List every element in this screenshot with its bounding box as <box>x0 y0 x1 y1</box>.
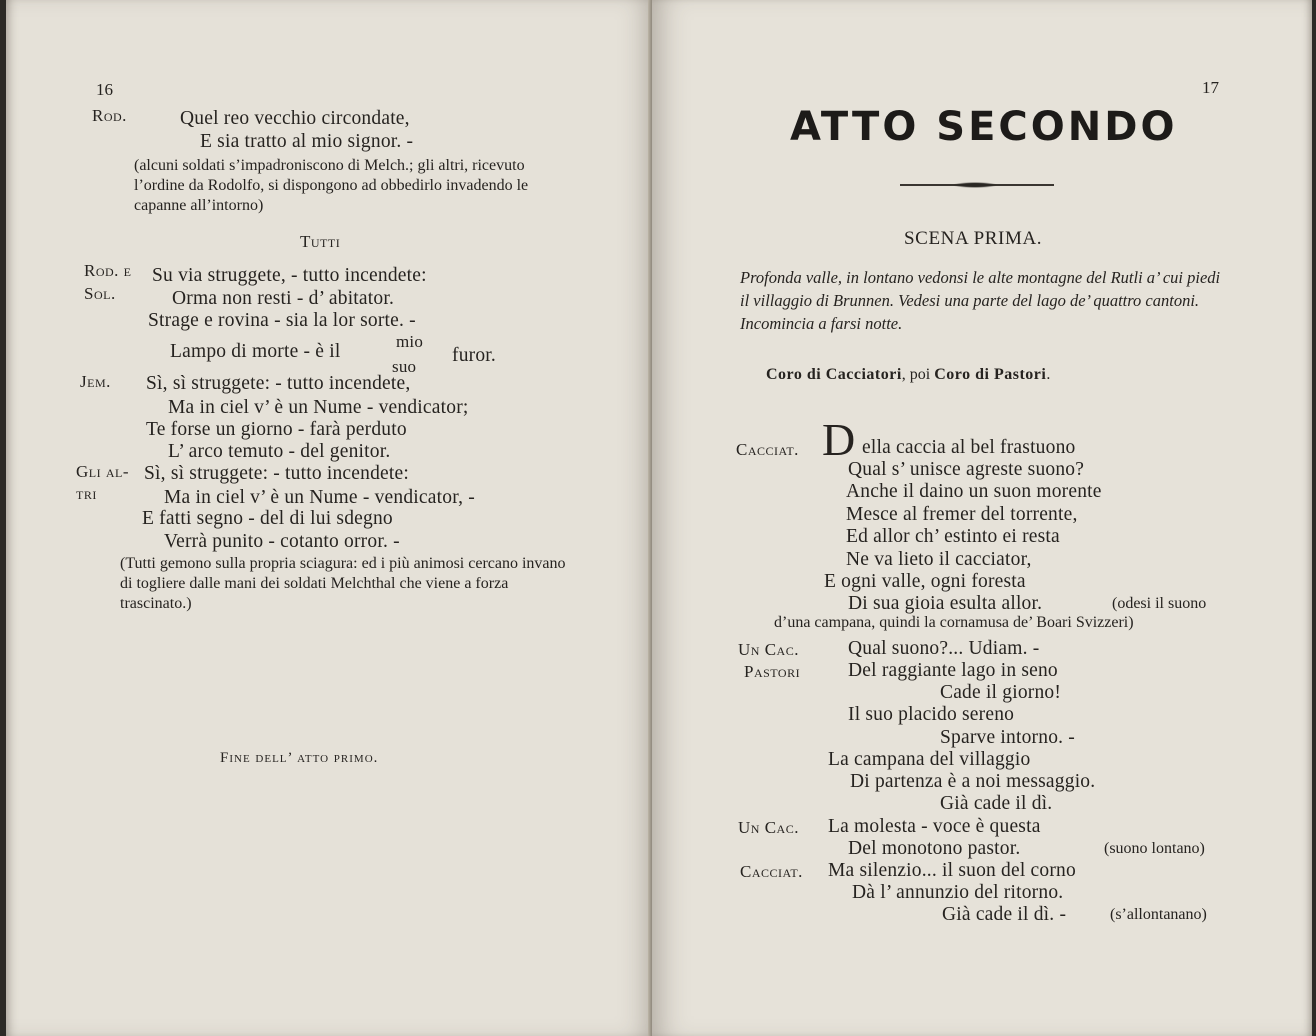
verse-line: Te forse un giorno - farà perduto <box>146 419 407 440</box>
verse-line: Sì, sì struggete: - tutto incendete: <box>144 463 409 484</box>
verse-line: Ma silenzio... il suon del corno <box>828 860 1076 881</box>
act-title: ATTO SECONDO <box>790 104 1178 150</box>
chorus-pastori: Coro di Pastori <box>934 366 1047 383</box>
verse-line: Qual s’ unisce agreste suono? <box>848 459 1085 480</box>
chorus-joiner: , poi <box>901 366 935 383</box>
verse-line: Già cade il dì. <box>940 793 1053 814</box>
stage-direction: (suono lontano) <box>1104 840 1205 857</box>
verse-line: Quel reo vecchio circondate, <box>180 108 410 129</box>
verse-line: Mesce al fremer del torrente, <box>846 504 1078 525</box>
verse-line: Strage e rovina - sia la lor sorte. - <box>148 310 416 331</box>
verse-line: Di sua gioia esulta allor. <box>848 593 1043 614</box>
verse-line: Qual suono?... Udiam. - <box>848 638 1040 659</box>
verse-line: Sì, sì struggete: - tutto incendete, <box>146 373 411 394</box>
verse-line: Su via struggete, - tutto incendete: <box>152 265 427 286</box>
speaker-cacciat: Cacciat. <box>736 440 799 459</box>
ornament-rule <box>900 182 1054 188</box>
verse-line: Lampo di morte - è il <box>170 341 341 362</box>
verse-line: Ed allor ch’ estinto ei resta <box>846 526 1060 547</box>
chorus-line <box>766 366 1050 384</box>
verse-line: Ne va lieto il cacciator, <box>846 549 1032 570</box>
speaker-un-cac: Un Cac. <box>738 640 799 659</box>
verse-line: L’ arco temuto - del genitor. <box>168 441 391 462</box>
speaker-rod-e: Rod. e <box>84 261 132 280</box>
verse-line: Di partenza è a noi messaggio. <box>850 771 1096 792</box>
verse-line: furor. <box>452 345 496 366</box>
stage-direction: (s’allontanano) <box>1110 906 1207 923</box>
verse-line: Ma in ciel v’ è un Nume - vendicator; <box>168 397 469 418</box>
verse-line: Orma non resti - d’ abitator. <box>172 288 395 309</box>
verse-alt-bottom: suo <box>392 357 417 376</box>
verse-line: Cade il giorno! <box>940 682 1062 703</box>
chorus-cacciatori: Coro di Cacciatori <box>766 366 902 383</box>
stage-direction: (Tutti gemono sulla propria sciagura: ed i più animosi cercano invano di togliere dalle mani dei soldati Melchthal che viene a forza trascinato.) <box>120 555 566 612</box>
verse-line: La campana del villaggio <box>828 749 1031 770</box>
right-page-number: 17 <box>1202 78 1219 97</box>
speaker-cacciat: Cacciat. <box>740 862 803 881</box>
verse-line: Del monotono pastor. <box>848 838 1021 859</box>
verse-alt-top: mio <box>396 332 424 351</box>
verse-line: Sparve intorno. - <box>940 727 1075 748</box>
scene-setting: Profonda valle, in lontano vedonsi le alte montagne del Rutli a’ cui piedi il villaggio di Brunnen. Vedesi una parte del lago de’ quattro cantoni. Incomincia a farsi notte. <box>740 268 1221 333</box>
fine-atto-primo: Fine dell’ atto primo. <box>220 750 379 766</box>
speaker-gli-altri: Gli al- <box>76 462 130 481</box>
verse-line: Il suo placido sereno <box>848 704 1015 725</box>
verse-line: E sia tratto al mio signor. - <box>200 131 414 152</box>
verse-line: Verrà punito - cotanto orror. - <box>164 531 400 552</box>
verse-line: ella caccia al bel frastuono <box>862 437 1076 458</box>
chorus-end: . <box>1046 366 1051 383</box>
verse-line: E fatti segno - del di lui sdegno <box>142 508 393 529</box>
verse-line: E ogni valle, ogni foresta <box>824 571 1026 592</box>
speaker-sol: Sol. <box>84 284 116 303</box>
left-page-number: 16 <box>96 80 113 99</box>
stage-direction: (odesi il suono <box>1112 595 1207 612</box>
verse-line: Del raggiante lago in seno <box>848 660 1058 681</box>
verse-line: Dà l’ annunzio del ritorno. <box>852 882 1064 903</box>
verse-line: La molesta - voce è questa <box>828 816 1041 837</box>
verse-line: Anche il daino un suon morente <box>846 481 1102 502</box>
verse-line: Ma in ciel v’ è un Nume - vendicator, - <box>164 487 475 508</box>
drop-cap: D <box>822 414 856 465</box>
stage-direction: d’una campana, quindi la cornamusa de’ Boari Svizzeri) <box>774 614 1134 631</box>
speaker-rod: Rod. <box>92 106 127 125</box>
verse-line: Già cade il dì. - <box>942 904 1067 925</box>
speaker-gli-altri-cont: tri <box>76 484 97 503</box>
speaker-jem: Jem. <box>80 372 111 391</box>
stage-direction: (alcuni soldati s’impadroniscono di Melch.; gli altri, ricevuto l’ordine da Rodolfo, si dispongono ad obbedirlo invadendo le capanne all’intorno) <box>134 157 529 214</box>
speaker-un-cac: Un Cac. <box>738 818 799 837</box>
scene-title: SCENA PRIMA. <box>904 228 1043 249</box>
speaker-pastori: Pastori <box>744 662 801 681</box>
tutti-heading: Tutti <box>300 232 341 251</box>
